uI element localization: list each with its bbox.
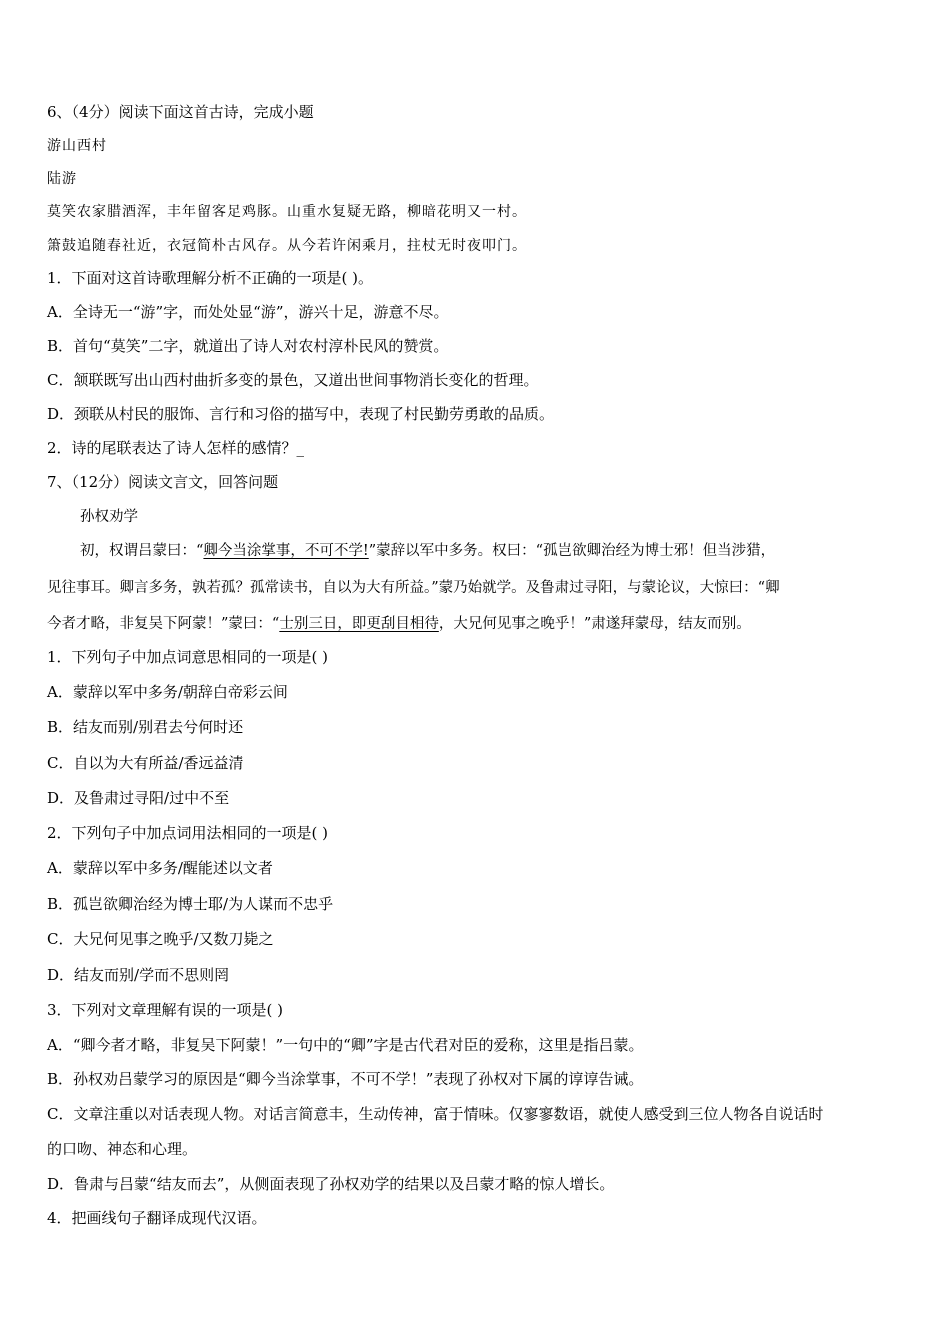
underlined-sentence-1: 卿今当涂掌事，不可不学!	[203, 543, 369, 559]
poem-line-1: 莫笑农家腊酒浑，丰年留客足鸡豚。山重水复疑无路，柳暗花明又一村。	[47, 204, 527, 220]
q7-sub2-option-a: A．蒙辞以军中多务/醒能述以文者	[47, 859, 273, 877]
passage-text: ”蒙辞以军中多务。权曰：“孤岂欲卿治经为博士邪！但当涉猎，	[368, 543, 776, 559]
passage-text: 今者才略，非复吴下阿蒙！”蒙曰：“	[47, 616, 280, 632]
q7-sub3-option-c: C．文章注重以对话表现人物。对话言简意丰，生动传神，富于情味。仅寥寥数语，就使人感受到三位人物各自说话时	[47, 1105, 824, 1123]
q7-sub1-option-b: B．结友而别/别君去兮何时还	[47, 718, 244, 736]
q7-sub1-option-a: A．蒙辞以军中多务/朝辞白帝彩云间	[47, 683, 288, 701]
passage-title: 孙权劝学	[80, 509, 138, 525]
underlined-sentence-2: 士别三日，即更刮目相待	[279, 616, 439, 632]
q6-sub1-stem: 1．下面对这首诗歌理解分析不正确的一项是( )。	[47, 269, 374, 287]
q6-sub1-option-d: D．颈联从村民的服饰、言行和习俗的描写中，表现了村民勤劳勇敢的品质。	[47, 405, 555, 423]
q6-sub1-option-a: A．全诗无一“游”字，而处处显“游”，游兴十足，游意不尽。	[47, 303, 449, 321]
q7-sub2-option-b: B．孤岂欲卿治经为博士耶/为人谋而不忠乎	[47, 895, 334, 913]
q7-sub3-option-d: D．鲁肃与吕蒙“结友而去”，从侧面表现了孙权劝学的结果以及吕蒙才略的惊人增长。	[47, 1175, 615, 1193]
question-6-header: 6、（4分）阅读下面这首古诗，完成小题	[47, 103, 314, 121]
poem-author: 陆游	[47, 171, 77, 187]
q7-sub3-option-b: B．孙权劝吕蒙学习的原因是“卿今当涂掌事，不可不学！”表现了孙权对下属的谆谆告诫。	[47, 1070, 644, 1088]
q7-sub2-option-d: D．结友而别/学而不思则罔	[47, 966, 230, 984]
poem-line-2: 箫鼓追随春社近，衣冠简朴古风存。从今若许闲乘月，拄杖无时夜叩门。	[47, 238, 527, 254]
q6-sub1-option-c: C．颔联既写出山西村曲折多变的景色，又道出世间事物消长变化的哲理。	[47, 371, 539, 389]
passage-text: ，大兄何见事之晚乎！”肃遂拜蒙母，结友而别。	[438, 616, 751, 632]
passage-text: 初，权谓吕蒙曰：“	[80, 543, 204, 559]
q7-sub2-option-c: C．大兄何见事之晚乎/又数刀毙之	[47, 930, 274, 948]
q7-sub1-option-d: D．及鲁肃过寻阳/过中不至	[47, 789, 230, 807]
q6-sub1-option-b: B．首句“莫笑”二字，就道出了诗人对农村淳朴民风的赞赏。	[47, 337, 449, 355]
q7-sub3-option-a: A．“卿今者才略，非复吴下阿蒙！”一句中的“卿”字是古代君对臣的爱称，这里是指吕蒙。	[47, 1036, 644, 1054]
q7-sub3-stem: 3．下列对文章理解有误的一项是( )	[47, 1001, 284, 1019]
q6-sub2-stem: 2．诗的尾联表达了诗人怎样的感情？_	[47, 439, 305, 457]
q7-sub3-option-c-continued: 的口吻、神态和心理。	[47, 1140, 198, 1158]
passage-line-3	[47, 614, 751, 634]
q7-sub2-stem: 2．下列句子中加点词用法相同的一项是( )	[47, 824, 329, 842]
passage-line-2: 见往事耳。卿言多务，孰若孤？孤常读书，自以为大有所益。”蒙乃始就学。及鲁肃过寻阳，与蒙论议，大惊曰：“卿	[47, 580, 780, 596]
poem-title: 游山西村	[47, 138, 107, 154]
q7-sub1-option-c: C．自以为大有所益/香远益清	[47, 754, 244, 772]
q7-sub1-stem: 1．下列句子中加点词意思相同的一项是( )	[47, 648, 329, 666]
question-7-header: 7、（12分）阅读文言文，回答问题	[47, 473, 279, 491]
passage-line-1	[80, 541, 775, 561]
q7-sub4-stem: 4．把画线句子翻译成现代汉语。	[47, 1209, 267, 1227]
